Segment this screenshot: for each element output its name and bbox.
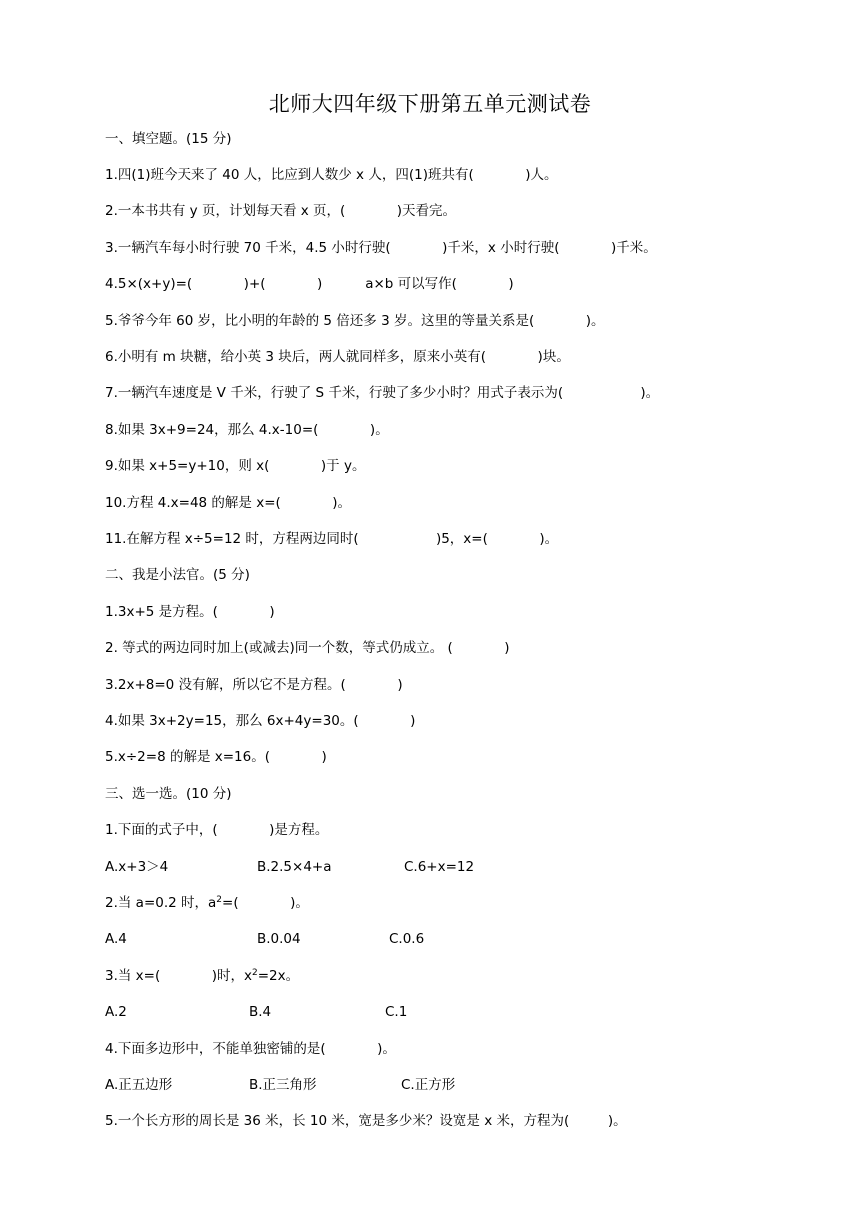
question-text: 1.四(1)班今天来了 40 人，比应到人数少 x 人，四(1)班共有( )人。: [105, 167, 558, 183]
option-a: A.4: [105, 931, 127, 947]
question-text: 1.下面的式子中，( )是方程。: [105, 822, 329, 838]
superscript: 2: [216, 895, 223, 905]
question-text: 2.一本书共有 y 页，计划每天看 x 页，( )天看完。: [105, 203, 457, 219]
question-text: 10.方程 4.x=48 的解是 x=( )。: [105, 495, 352, 511]
option-b: B.正三角形: [249, 1077, 317, 1093]
question-text-part: =2x。: [257, 968, 300, 984]
question-text: 2. 等式的两边同时加上(或减去)同一个数，等式仍成立。 ( ): [105, 640, 510, 656]
option-c: C.0.6: [389, 931, 425, 947]
question-text: 11.在解方程 x÷5=12 时，方程两边同时( )5，x=( )。: [105, 531, 559, 547]
question-text: 8.如果 3x+9=24，那么 4.x-10=( )。: [105, 422, 389, 438]
superscript: 2: [252, 968, 258, 978]
option-a: A.x+3＞4: [105, 859, 169, 875]
question-text: 5.一个长方形的周长是 36 米，长 10 米，宽是多少米？设宽是 x 米，方程为( )。: [105, 1113, 627, 1129]
question-text: 5.爷爷今年 60 岁，比小明的年龄的 5 倍还多 3 岁。这里的等量关系是( )。: [105, 313, 605, 329]
option-b: B.4: [249, 1004, 272, 1020]
section-heading-judge: 二、我是小法官。(5 分): [105, 567, 250, 583]
section-heading-fill: 一、填空题。(15 分): [105, 131, 232, 147]
question-text: 5.x÷2=8 的解是 x=16。( ): [105, 749, 327, 765]
option-a: A.2: [105, 1004, 127, 1020]
question-text-part: =( )。: [222, 895, 309, 911]
question-text-part: 3.当 x=( )时，x: [105, 968, 252, 984]
question-text: 1.3x+5 是方程。( ): [105, 604, 275, 620]
option-a: A.正五边形: [105, 1077, 173, 1093]
question-text: [105, 894, 309, 912]
option-c: C.1: [385, 1004, 408, 1020]
page-title: 北师大四年级下册第五单元测试卷: [268, 92, 592, 116]
section-heading-choose: 三、选一选。(10 分): [105, 786, 232, 802]
question-text: 9.如果 x+5=y+10，则 x( )于 y。: [105, 458, 366, 474]
question-text: 4.如果 3x+2y=15，那么 6x+4y=30。( ): [105, 713, 416, 729]
question-text: 3.2x+8=0 没有解，所以它不是方程。( ): [105, 677, 403, 693]
option-b: B.2.5×4+a: [257, 859, 332, 875]
question-text: 6.小明有 m 块糖，给小英 3 块后，两人就同样多，原来小英有( )块。: [105, 349, 570, 365]
question-text: 4.5×(x+y)=( )+( ) a×b 可以写作( ): [105, 276, 514, 292]
question-text: [105, 967, 299, 985]
option-c: C.6+x=12: [404, 859, 475, 875]
option-b: B.0.04: [257, 931, 301, 947]
option-c: C.正方形: [401, 1077, 456, 1093]
question-text: 7.一辆汽车速度是 V 千米，行驶了 S 千米，行驶了多少小时？用式子表示为( )。: [105, 385, 660, 401]
question-text-part: 2.当 a=0.2 时，a: [105, 895, 217, 911]
question-text: 3.一辆汽车每小时行驶 70 千米，4.5 小时行驶( )千米，x 小时行驶( )千米。: [105, 240, 657, 256]
question-text: 4.下面多边形中，不能单独密铺的是( )。: [105, 1041, 396, 1057]
